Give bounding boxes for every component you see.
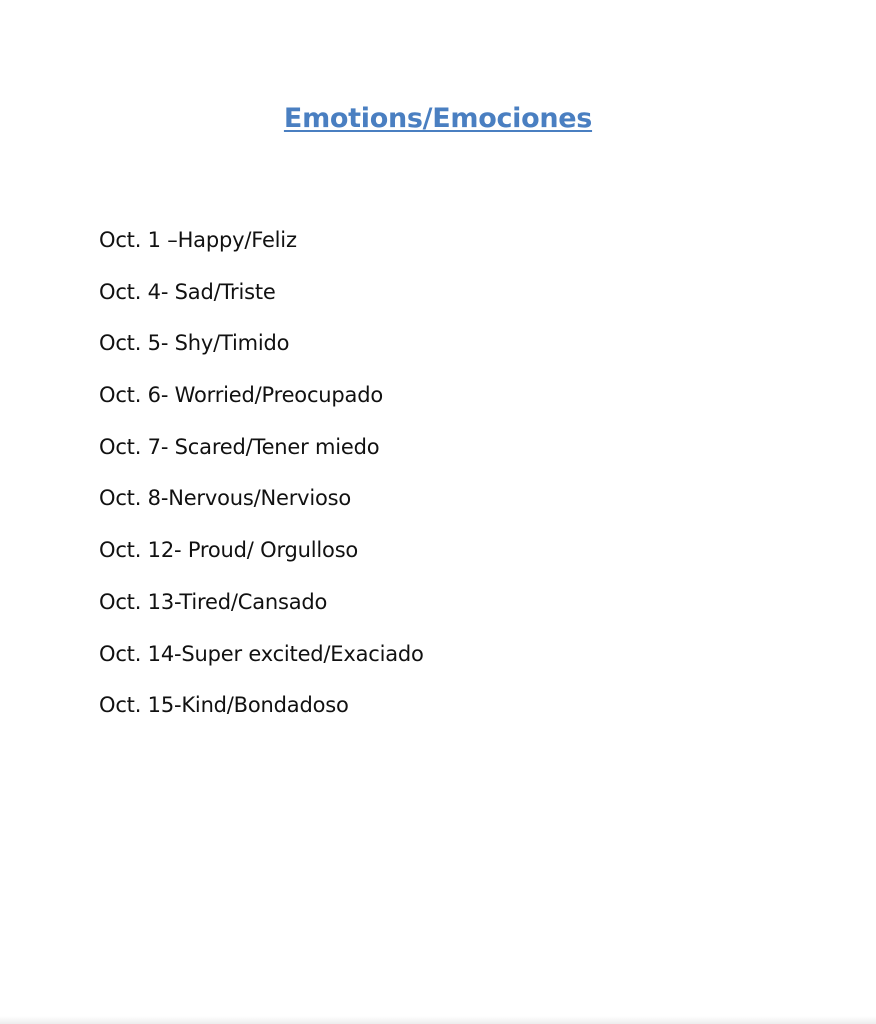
list-item: Oct. 15-Kind/Bondadoso — [99, 693, 349, 718]
list-item: Oct. 4- Sad/Triste — [99, 279, 276, 304]
list-item: Oct. 13-Tired/Cansado — [99, 589, 328, 614]
page-title: Emotions/Emociones — [283, 103, 593, 134]
list-item: Oct. 1 –Happy/Feliz — [99, 228, 297, 252]
list-item: Oct. 7- Scared/Tener miedo — [99, 434, 380, 459]
list-item: Oct. 14-Super excited/Exaciado — [99, 641, 424, 666]
list-item: Oct. 6- Worried/Preocupado — [99, 383, 383, 408]
page-bottom-edge — [0, 1016, 876, 1024]
list-item: Oct. 5- Shy/Timido — [99, 331, 290, 356]
list-item: Oct. 8-Nervous/Nervioso — [99, 486, 352, 511]
emotion-list — [99, 224, 424, 741]
list-item: Oct. 12- Proud/ Orgulloso — [99, 538, 359, 563]
